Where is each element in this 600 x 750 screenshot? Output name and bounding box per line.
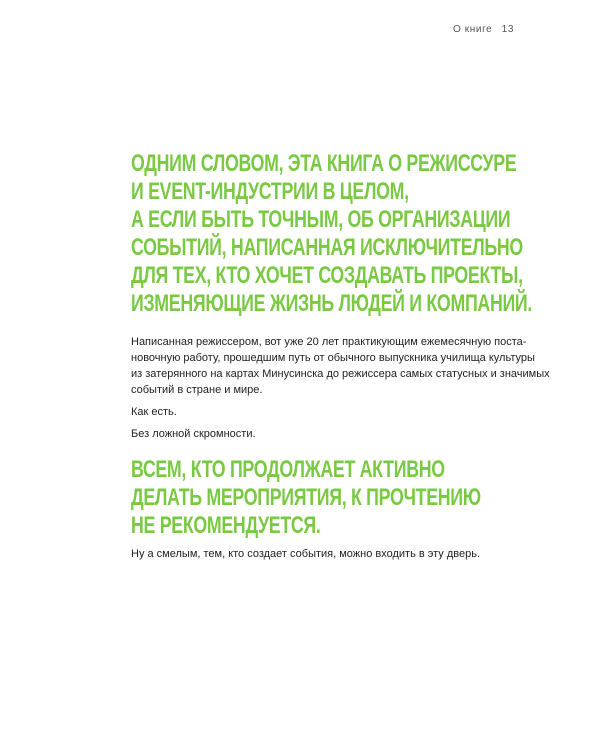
lead-1-line: И EVENT-ИНДУСТРИИ В ЦЕЛОМ, [131,178,409,205]
lead-2-line: ВСЕМ, КТО ПРОДОЛЖАЕТ АКТИВНО [131,456,445,483]
running-head-section: О книге [453,24,493,35]
lead-1-line: ИЗМЕНЯЮЩИЕ ЖИЗНЬ ЛЮДЕЙ И КОМПАНИЙ. [131,290,533,317]
lead-2-line: НЕ РЕКОМЕНДУЕТСЯ. [131,512,321,539]
lead-1-line: ДЛЯ ТЕХ, КТО ХОЧЕТ СОЗДАВАТЬ ПРОЕКТЫ, [131,262,523,289]
page-number: 13 [501,24,514,35]
lead-1-line: СОБЫТИЙ, НАПИСАННАЯ ИСКЛЮЧИТЕЛЬНО [131,234,523,261]
paragraph-intro-line: из затерянного на картах Минусинска до режиссера самых статусных и значимых [131,368,550,380]
lead-1-line: А ЕСЛИ БЫТЬ ТОЧНЫМ, ОБ ОРГАНИЗАЦИИ [131,206,511,233]
paragraph-as-is: Как есть. [131,406,177,418]
lead-1-line: ОДНИМ СЛОВОМ, ЭТА КНИГА О РЕЖИССУРЕ [131,150,517,177]
paragraph-final: Ну а смелым, тем, кто создает события, можно входить в эту дверь. [131,548,481,560]
lead-heading-1 [131,150,533,330]
running-head [453,24,514,35]
paragraph-intro [131,334,550,398]
paragraph-modesty: Без ложной скромности. [131,428,256,440]
page-content [131,150,550,562]
paragraph-intro-line: новочную работу, прошедшим путь от обычного выпускника училища культуры [131,352,535,364]
paragraph-intro-line: Написанная режиссером, вот уже 20 лет практикующим ежемесячную поста- [131,336,527,348]
lead-heading-2 [131,456,516,546]
lead-2-line: ДЕЛАТЬ МЕРОПРИЯТИЯ, К ПРОЧТЕНИЮ [131,484,481,511]
paragraph-intro-line: событий в стране и мире. [131,384,263,396]
